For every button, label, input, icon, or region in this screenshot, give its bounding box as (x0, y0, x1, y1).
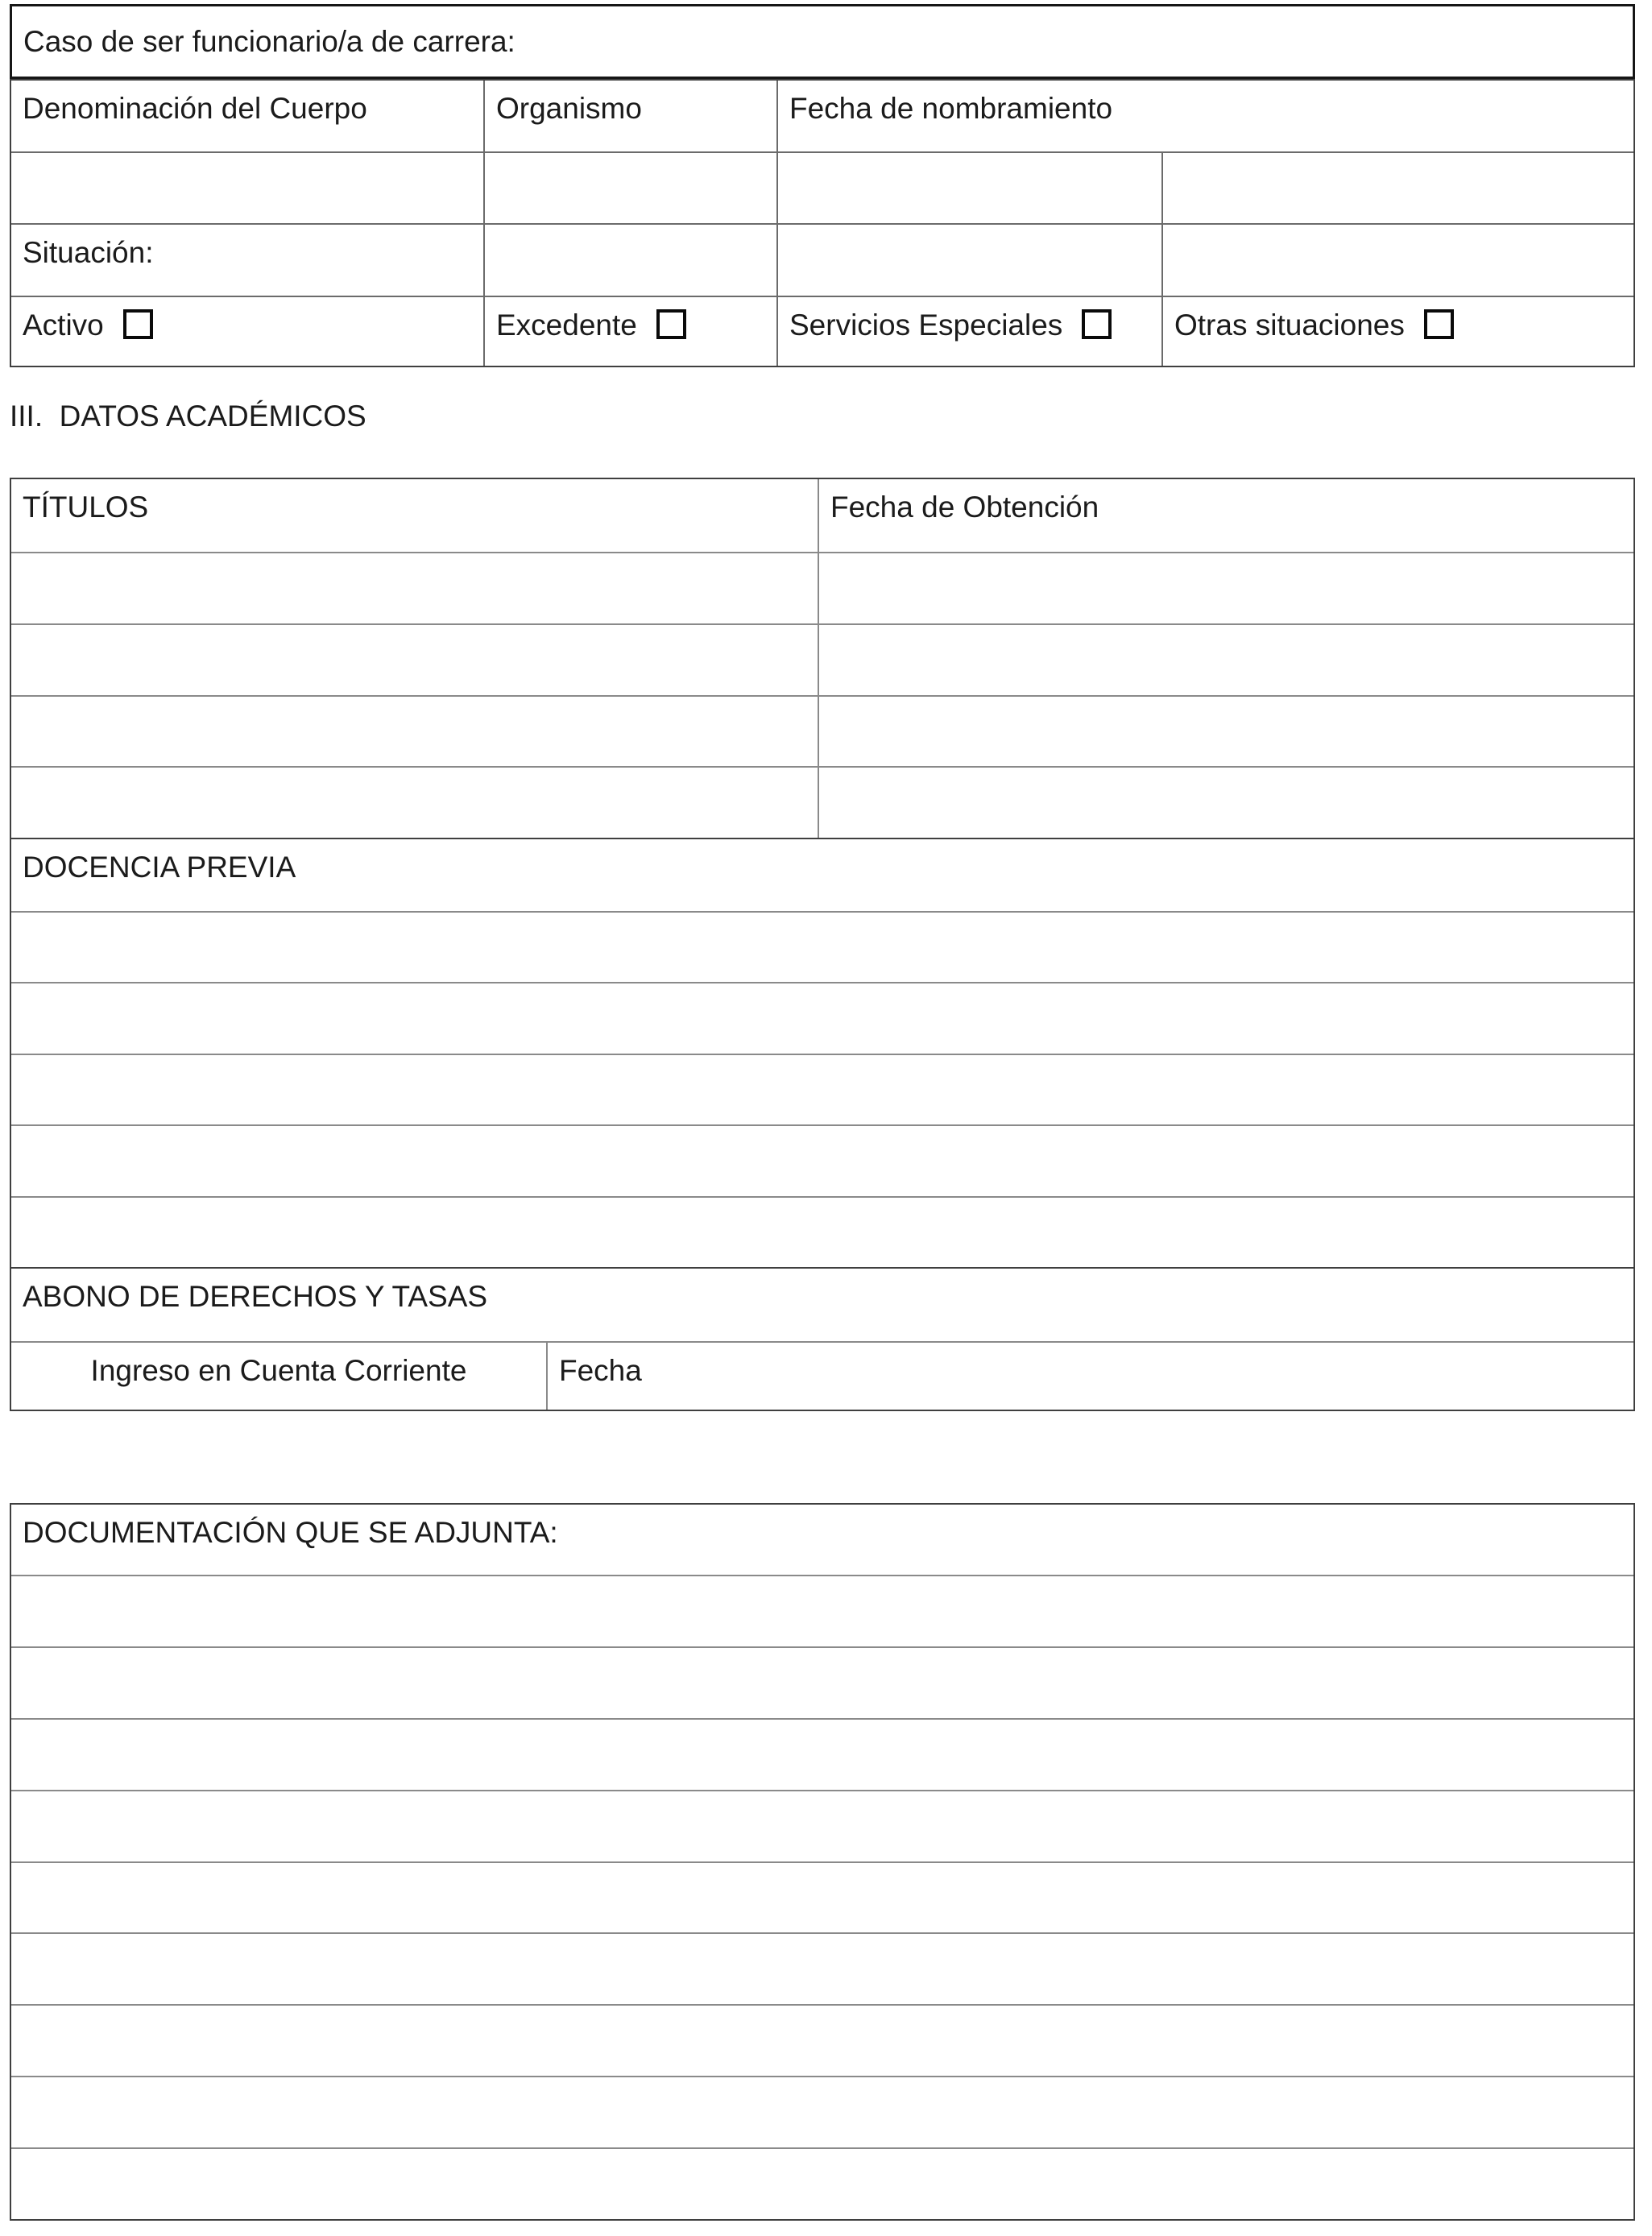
titulo-input-cell[interactable] (11, 553, 818, 623)
titulos-table (10, 478, 1635, 838)
docencia-input-cell[interactable] (11, 1198, 1633, 1267)
funcionario-table (10, 79, 1635, 367)
organismo-header: Organismo (483, 81, 776, 151)
documentacion-body (11, 1575, 1633, 2219)
table-row (11, 151, 1633, 223)
titulos-body (11, 552, 1633, 838)
situacion-activo-cell (11, 297, 483, 366)
excedente-label: Excedente (496, 308, 637, 342)
table-row (11, 1861, 1633, 1933)
table-row (11, 552, 1633, 623)
fecha-obtencion-input-cell[interactable] (818, 768, 1633, 838)
table-row (11, 296, 1633, 366)
table-row (11, 1575, 1633, 1646)
docencia-input-cell[interactable] (11, 913, 1633, 982)
documentacion-input-cell[interactable] (11, 1648, 1633, 1718)
otras-situaciones-checkbox[interactable] (1424, 309, 1454, 339)
fecha-nombramiento-input-cell[interactable] (776, 153, 1161, 223)
documentacion-input-cell[interactable] (11, 1791, 1633, 1861)
documentacion-input-cell[interactable] (11, 1863, 1633, 1933)
documentacion-input-cell[interactable] (11, 2077, 1633, 2147)
docencia-input-cell[interactable] (11, 1126, 1633, 1195)
activo-checkbox[interactable] (123, 309, 153, 339)
table-row (11, 911, 1633, 982)
table-row (11, 1790, 1633, 1861)
table-row (11, 2004, 1633, 2076)
table-row (11, 1269, 1633, 1341)
empty-cell[interactable] (1161, 225, 1633, 296)
abono-fecha-label: Fecha (546, 1343, 1633, 1410)
table-row (11, 2076, 1633, 2147)
otras-situaciones-label: Otras situaciones (1174, 308, 1405, 342)
documentacion-input-cell[interactable] (11, 2006, 1633, 2076)
documentacion-header: DOCUMENTACIÓN QUE SE ADJUNTA: (23, 1516, 558, 1549)
table-row (11, 1124, 1633, 1195)
table-row (11, 223, 1633, 296)
table-row (11, 479, 1633, 552)
section-iii-heading: III. DATOS ACADÉMICOS (10, 400, 366, 433)
documentacion-input-cell[interactable] (11, 1720, 1633, 1790)
docencia-previa-body (11, 911, 1633, 1267)
fecha-obtencion-header: Fecha de Obtención (818, 479, 1633, 552)
fecha-nombramiento-header: Fecha de nombramiento (776, 81, 1633, 151)
table-row (11, 1196, 1633, 1267)
table-row (11, 839, 1633, 911)
funcionario-carrera-box (10, 4, 1635, 79)
abono-header: ABONO DE DERECHOS Y TASAS (23, 1280, 488, 1313)
table-row (11, 695, 1633, 767)
servicios-especiales-label: Servicios Especiales (789, 308, 1063, 342)
activo-label: Activo (23, 308, 104, 342)
excedente-checkbox[interactable] (656, 309, 686, 339)
empty-cell[interactable] (776, 225, 1161, 296)
table-row (11, 623, 1633, 695)
titulo-input-cell[interactable] (11, 625, 818, 695)
extra-input-cell[interactable] (1161, 153, 1633, 223)
titulo-input-cell[interactable] (11, 768, 818, 838)
fecha-obtencion-input-cell[interactable] (818, 625, 1633, 695)
table-row (11, 982, 1633, 1053)
table-row (11, 81, 1633, 151)
documentacion-table (10, 1503, 1635, 2221)
abono-table (10, 1267, 1635, 1411)
documentacion-input-cell[interactable] (11, 2149, 1633, 2219)
table-row (11, 1932, 1633, 2004)
table-row (11, 2147, 1633, 2219)
docencia-previa-header: DOCENCIA PREVIA (23, 851, 296, 884)
organismo-input-cell[interactable] (483, 153, 776, 223)
table-row (11, 1341, 1633, 1410)
fecha-obtencion-input-cell[interactable] (818, 553, 1633, 623)
documentacion-input-cell[interactable] (11, 1576, 1633, 1646)
table-row (11, 766, 1633, 838)
docencia-input-cell[interactable] (11, 1055, 1633, 1124)
table-row (11, 1646, 1633, 1718)
situacion-otras-cell (1161, 297, 1633, 366)
titulo-input-cell[interactable] (11, 697, 818, 767)
servicios-especiales-checkbox[interactable] (1082, 309, 1112, 339)
docencia-previa-table (10, 838, 1635, 1267)
situacion-label: Situación: (23, 236, 154, 269)
situacion-excedente-cell (483, 297, 776, 366)
funcionario-carrera-label: Caso de ser funcionario/a de carrera: (23, 25, 515, 58)
situacion-servicios-especiales-cell (776, 297, 1161, 366)
table-row (11, 1505, 1633, 1575)
ingreso-cuenta-label: Ingreso en Cuenta Corriente (90, 1354, 467, 1387)
table-row (11, 1718, 1633, 1790)
docencia-input-cell[interactable] (11, 983, 1633, 1053)
documentacion-input-cell[interactable] (11, 1934, 1633, 2004)
fecha-obtencion-input-cell[interactable] (818, 697, 1633, 767)
titulos-header: TÍTULOS (23, 491, 149, 524)
empty-cell[interactable] (483, 225, 776, 296)
table-row (11, 1054, 1633, 1124)
denominacion-cuerpo-header: Denominación del Cuerpo (23, 92, 367, 125)
denominacion-cuerpo-input-cell[interactable] (11, 153, 483, 223)
